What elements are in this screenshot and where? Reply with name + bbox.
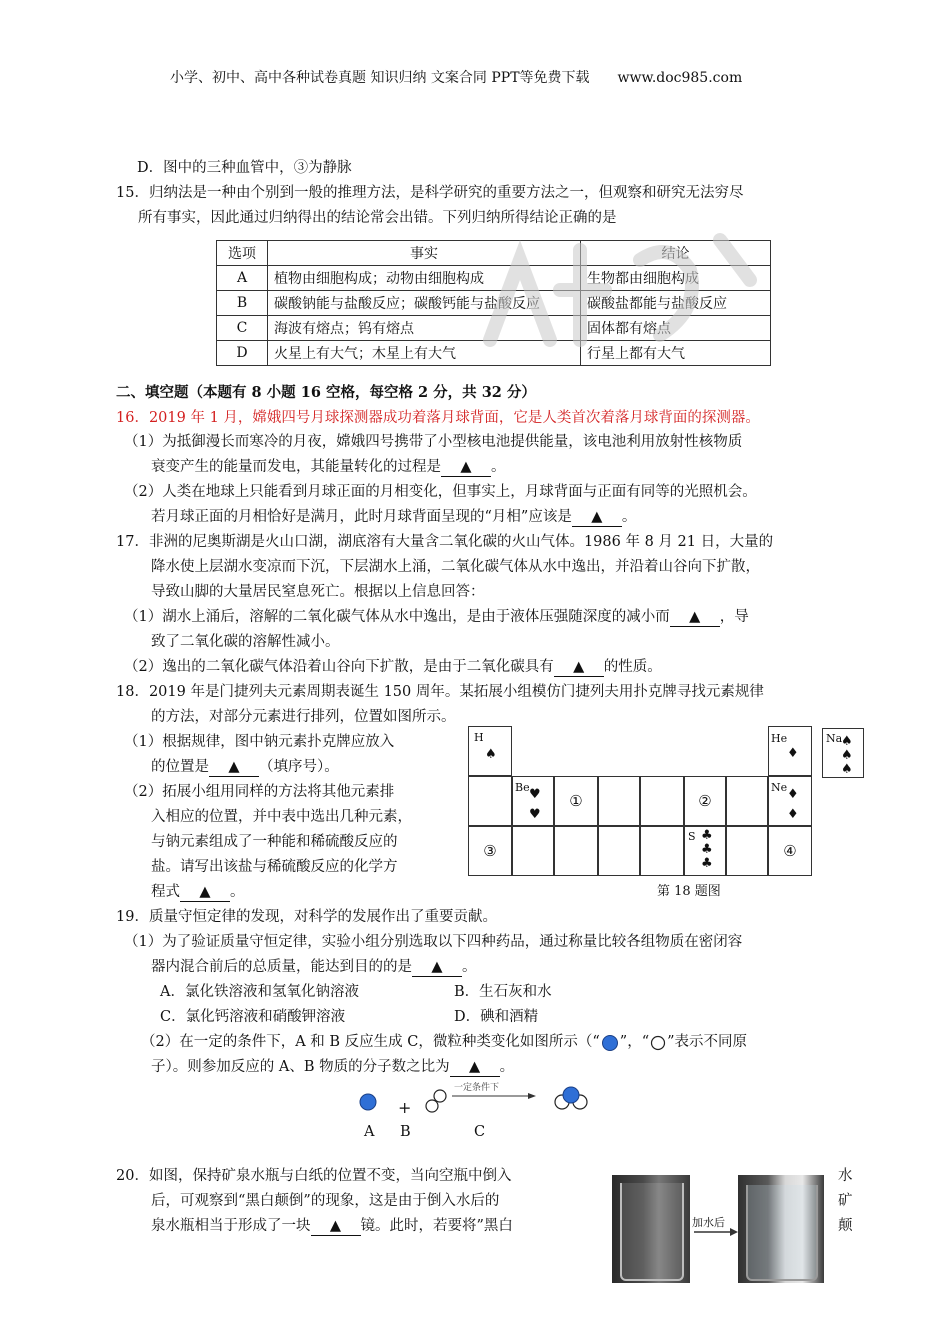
- diamond-icon: ♦♦: [787, 787, 799, 822]
- grid-slot-2[interactable]: [684, 776, 726, 826]
- q17-stem-line3: 导致山脚的大量居民窒息死亡。根据以上信息回答：: [151, 584, 485, 600]
- q16-stem: 16．2019 年 1 月，嫦娥四号月球探测器成功着落月球背面，它是人类首次着落月球背面的探测器。: [116, 410, 760, 426]
- q19-option-b: B．生石灰和水: [454, 984, 552, 1000]
- q19-part1-line2: [151, 955, 477, 979]
- grid-cell-ne: [768, 776, 812, 826]
- grid-slot-1[interactable]: [554, 776, 598, 826]
- blue-atom-icon: [600, 1033, 620, 1051]
- reaction-plus: +: [398, 1098, 412, 1117]
- spade-icon: ♠♠♠: [841, 734, 853, 777]
- table-header-cell: 选项: [217, 241, 268, 266]
- answer-blank[interactable]: ▲: [412, 958, 462, 977]
- q19-option-a: A．氯化铁溶液和氢氧化钠溶液: [160, 984, 359, 1000]
- q15-table: [216, 240, 771, 366]
- q18-part1-tail: （填序号）。: [259, 759, 339, 775]
- label-c: C: [474, 1124, 486, 1140]
- answer-blank[interactable]: ▲: [209, 758, 259, 777]
- q16-part2-line2: [151, 505, 636, 529]
- q18-figure-caption: 第 18 题图: [657, 884, 721, 899]
- table-header-cell: 事实: [268, 241, 581, 266]
- molecule-b-icon: [426, 1100, 438, 1112]
- q18-part2-line4: 盐。请写出该盐与稀硫酸反应的化学方: [151, 859, 398, 875]
- table-header-cell: 结论: [581, 241, 771, 266]
- card-symbol: He: [771, 732, 788, 745]
- table-header-row: [217, 241, 771, 266]
- q19-part2-tail: ”表示不同原: [667, 1034, 748, 1050]
- table-cell: 行星上都有大气: [581, 341, 771, 366]
- photo-label: 加水后: [692, 1216, 725, 1229]
- q17-part2-tail: 的性质。: [603, 659, 662, 675]
- q20-line2: 后，可观察到“黑白颠倒”的现象，这是由于倒入水后的: [151, 1193, 500, 1209]
- table-cell: 生物都由细胞构成: [581, 266, 771, 291]
- card-sodium[interactable]: [822, 728, 864, 778]
- answer-blank[interactable]: ▲: [554, 658, 604, 677]
- q20-line3-mid: 镜。此时，若要将”黑白: [360, 1218, 513, 1234]
- q19-stem: 19．质量守恒定律的发现，对科学的发展作出了重要贡献。: [116, 909, 497, 925]
- heart-icon: ♥♥: [529, 787, 541, 822]
- q18-stem-line2: 的方法，对部分元素进行排列，位置如图所示。: [151, 709, 456, 725]
- table-cell: 碳酸盐都能与盐酸反应: [581, 291, 771, 316]
- q16-part2-line1: （2）人类在地球上只能看到月球正面的月相变化，但事实上，月球背面与正面有同等的光照机会。: [124, 484, 757, 500]
- answer-blank[interactable]: ▲: [441, 458, 491, 477]
- slot-label: ④: [783, 842, 797, 860]
- grid-cell-empty: [640, 776, 684, 826]
- card-symbol: S: [688, 830, 696, 843]
- q18-part2-line2: 入相应的位置，并中表中选出几种元素，: [151, 809, 412, 825]
- grid-cell-empty: [640, 826, 684, 876]
- q16-part2-text: 若月球正面的月相恰好是满月，此时月球背面呈现的“月相”应该是: [151, 509, 572, 525]
- grid-cell-s: [684, 826, 726, 876]
- q17-part1-tail: ，导: [719, 609, 749, 625]
- q20-line3-tail: 颠: [838, 1218, 853, 1234]
- q17-part1-line1: [124, 605, 749, 629]
- grid-cell-h: [468, 726, 512, 776]
- answer-blank[interactable]: ▲: [311, 1217, 361, 1236]
- card-symbol: Be: [515, 781, 530, 794]
- table-cell: C: [217, 316, 268, 341]
- grid-cell-empty: [468, 776, 512, 826]
- period: 。: [491, 459, 506, 475]
- q19-part1-line1: （1）为了验证质量守恒定律，实验小组分别选取以下四种药品，通过称量比较各组物质在密闭容: [124, 934, 743, 950]
- q17-part1-text: （1）湖水上涌后，溶解的二氧化碳气体从水中逸出，是由于液体压强随深度的减小而: [124, 609, 670, 625]
- q20-line1: 20．如图，保持矿泉水瓶与白纸的位置不变，当向空瓶中倒入: [116, 1168, 512, 1184]
- grid-slot-4[interactable]: [768, 826, 812, 876]
- table-cell: 碳酸钠能与盐酸反应；碳酸钙能与盐酸反应: [268, 291, 581, 316]
- answer-blank[interactable]: ▲: [450, 1058, 500, 1077]
- period: 。: [499, 1059, 515, 1075]
- grid-cell-empty: [726, 826, 768, 876]
- grid-cell-be: [512, 776, 554, 826]
- grid-cell-empty: [512, 826, 554, 876]
- period: 。: [621, 509, 637, 525]
- grid-cell-he: [768, 726, 812, 776]
- reaction-condition: 一定条件下: [454, 1083, 500, 1093]
- molecule-a-icon: [360, 1094, 376, 1110]
- table-cell: 植物由细胞构成；动物由细胞构成: [268, 266, 581, 291]
- grid-slot-3[interactable]: [468, 826, 512, 876]
- label-a: A: [364, 1124, 375, 1140]
- q20-line1-tail: 水: [838, 1168, 853, 1184]
- q17-part2-text: （2）逸出的二氧化碳气体沿着山谷向下扩散，是由于二氧化碳具有: [124, 659, 554, 675]
- q15-stem-line2: 所有事实，因此通过归纳得出的结论常会出错。下列归纳所得结论正确的是: [138, 210, 617, 226]
- q19-part2-line1: [141, 1030, 747, 1054]
- grid-cell-empty: [726, 776, 768, 826]
- q16-part1-line1: （1）为抵御漫长而寒冷的月夜，嫦娥四号携带了小型核电池提供能量，该电池利用放射性核物质: [124, 434, 743, 450]
- q14-option-d: D．图中的三种血管中，③为静脉: [137, 160, 352, 176]
- q17-stem-line2: 降水使上层湖水变凉而下沉，下层湖水上涌，二氧化碳气体从水中逸出，并沿着山谷向下扩散，: [151, 559, 760, 575]
- q19-part2-mid: ”，“: [619, 1034, 650, 1050]
- period: 。: [462, 959, 477, 975]
- molecule-c-icon: [563, 1087, 579, 1103]
- empty-bottle-icon: [620, 1183, 684, 1281]
- water-bottle-icon: [746, 1185, 818, 1281]
- table-cell: 固体都有熔点: [581, 316, 771, 341]
- card-hydrogen: [471, 730, 507, 772]
- table-cell: B: [217, 291, 268, 316]
- q17-part2: [124, 655, 662, 679]
- card-symbol: H: [474, 731, 484, 744]
- q19-part2-text: （2）在一定的条件下，A 和 B 反应生成 C，微粒种类变化如图所示（“: [141, 1034, 600, 1050]
- table-cell: D: [217, 341, 268, 366]
- bottle-photo-before: [612, 1175, 690, 1283]
- q18-part2-text: 程式: [151, 884, 180, 900]
- q20-line2-tail: 矿: [838, 1193, 853, 1209]
- answer-blank[interactable]: ▲: [670, 608, 720, 627]
- grid-cell-empty: [554, 826, 598, 876]
- q16-part1-line2: [151, 455, 506, 479]
- diamond-icon: ♦: [787, 746, 799, 761]
- club-icon: ♣♣♣: [701, 828, 713, 871]
- q20-line3-text: 泉水瓶相当于形成了一块: [151, 1218, 311, 1234]
- slot-label: ①: [569, 792, 583, 810]
- q18-part2-line5: [151, 880, 245, 904]
- spade-icon: ♠: [485, 747, 497, 762]
- answer-blank[interactable]: ▲: [180, 883, 230, 902]
- card-symbol: Na: [826, 732, 843, 745]
- q16-part1-text: 衰变产生的能量而发电，其能量转化的过程是: [151, 459, 441, 475]
- slot-label: ②: [698, 792, 712, 810]
- q19-part2-line2: [151, 1055, 514, 1079]
- q20-line3: [151, 1214, 513, 1238]
- q19-option-d: D．碘和酒精: [454, 1009, 539, 1025]
- card-symbol: Ne: [771, 781, 788, 794]
- table-row: [217, 341, 771, 366]
- q18-part1-line2: [151, 755, 339, 779]
- molecule-b-icon: [434, 1090, 446, 1102]
- answer-blank[interactable]: ▲: [572, 508, 622, 527]
- q19-part2-text2: 子）。则参加反应的 A、B 物质的分子数之比为: [151, 1059, 450, 1075]
- grid-cell-empty: [598, 776, 640, 826]
- arrow-head-icon: [528, 1093, 536, 1099]
- table-row: [217, 266, 771, 291]
- q18-part2-line1: （2）拓展小组用同样的方法将其他元素排: [124, 784, 395, 800]
- q18-part1-line1: （1）根据规律，图中钠元素扑克牌应放入: [124, 734, 395, 750]
- page-header: 小学、初中、高中各种试卷真题 知识归纳 文案合同 PPT等免费下载 www.doc985.com: [170, 70, 743, 86]
- period: 。: [230, 884, 245, 900]
- table-row: [217, 291, 771, 316]
- q15-stem-line1: 15．归纳法是一种由个别到一般的推理方法，是科学研究的重要方法之一，但观察和研究无法穷尽: [116, 185, 744, 201]
- q18-part1-text: 的位置是: [151, 759, 209, 775]
- table-cell: 海波有熔点；钨有熔点: [268, 316, 581, 341]
- section-title-fill-in: 二、填空题（本题有 8 小题 16 空格，每空格 2 分，共 32 分）: [116, 384, 536, 401]
- table-cell: A: [217, 266, 268, 291]
- q19-part1-text: 器内混合前后的总质量，能达到目的的是: [151, 959, 412, 975]
- grid-cell-empty: [598, 826, 640, 876]
- table-row: [217, 316, 771, 341]
- q19-option-c: C．氯化钙溶液和硝酸钾溶液: [160, 1009, 346, 1025]
- q18-part2-line3: 与钠元素组成了一种能和稀硫酸反应的: [151, 834, 398, 850]
- q17-part1-line2: 致了二氧化碳的溶解性减小。: [151, 634, 340, 650]
- q18-stem-line1: 18．2019 年是门捷列夫元素周期表诞生 150 周年。某拓展小组模仿门捷列夫用扑克牌寻找元素规律: [116, 684, 764, 700]
- q18-periodic-grid: [468, 726, 812, 876]
- q17-stem-line1: 17．非洲的尼奥斯湖是火山口湖，湖底溶有大量含二氧化碳的火山气体。1986 年 8 月 21 日，大量的: [116, 534, 774, 550]
- white-atom-icon: [649, 1033, 667, 1051]
- table-cell: 火星上有大气；木星上有大气: [268, 341, 581, 366]
- slot-label: ③: [483, 842, 497, 860]
- label-b: B: [400, 1124, 411, 1140]
- bottle-photo-after: [738, 1175, 824, 1283]
